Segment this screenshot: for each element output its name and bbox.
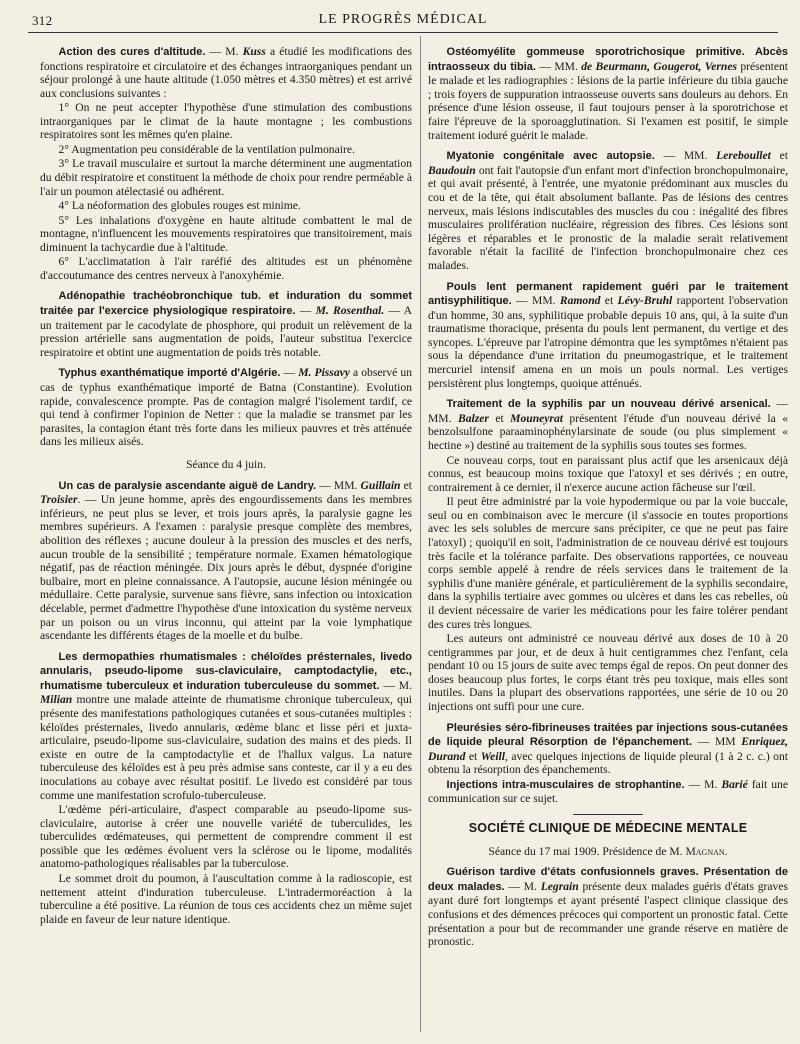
title-separator: — <box>692 735 715 749</box>
article-title: Injections intra-musculaires de strophantine. <box>446 778 685 791</box>
paragraph-text: . — Un jeune homme, après des engourdissements dans les membres inférieurs, ne peut plus se lever, et trois jours après, la paralysie gagne les membres supérieurs. A l'examen : paralysie presque complète des membres, abolition des réflexes ; aucune douleur à la pression des muscles et des nerfs, aucun trouble de la sensibilité ; température normale. Examen hématologique négatif, pas de réaction méningée. Dix jours après le début, dyspnée d'origine bulbaire, mort en pleine connaissance. A l'autopsie, aucune lésion méningée ou médullaire. Cette paralysie, survenue sans fièvre, sans infection ou intoxication décelable, permet d'admettre l'hypothèse d'une intoxication du système nerveux par un poison ou un virus inconnu, qui atteint par la voie lymphatique ascendante les différents étages de la moelle et du bulbe. <box>40 493 412 643</box>
paragraph-text: 4° La néoformation des globules rouges est minime. <box>58 199 301 213</box>
section-rule <box>573 814 643 815</box>
title-separator: — <box>504 879 524 893</box>
society-heading <box>428 822 788 836</box>
left-column <box>40 38 412 1038</box>
title-separator: — <box>205 45 226 58</box>
article-title: Adénopathie trachéobronchique tub. et induration du sommet traitée par l'exercice physiologique respiratoire. <box>40 290 412 318</box>
paragraph-text: 5° Les inhalations d'oxygène en haute altitude combattent le mal de montagne, n'influencent les mouvements respiratoires que transitoirement, mais diminuent la tachycardie due à l'altitude. <box>40 213 412 254</box>
title-separator: — <box>280 366 299 380</box>
article-authors: Lereboullet <box>716 149 771 163</box>
body-paragraph <box>428 632 788 714</box>
paragraph-text: présente deux malades guéris d'états graves ayant duré fort longtemps et ayant présenté l'aspect clinique classique des confusions et des démences précoces qui comportent un pronostic fatal. Cette présentation a pour but de recommander une grande réserve en matière de pronostic. <box>428 879 788 949</box>
paragraph-text: présentent le malade et les radiographies : lésions de la partie inférieure du tibia gauche ; trois foyers de suppuration intraosseuse ouverts sans douleurs au dehors. En présence d'une lésion osseuse, il faut toujours penser à la sporotrichose et faire l'épreuve de la sporoagglutination. Si l'examen est positif, le simple traitement ioduré guérit le malade. <box>428 59 788 142</box>
article-title: Traitement de la syphilis par un nouveau dérivé arsenical. <box>446 398 771 411</box>
article-authors: Kuss <box>242 45 266 58</box>
paragraph-text: Il peut être administré par la voie hypodermique ou par la voie buccale, seul ou en combinaison avec le mercure (il s'associe en toutes proportions avec les sels solubles de mercure sans précipiter, ce que ne peut pas faire l'atoxyl) ; quoiqu'il en soit, l'administration de ce nouveau dérivé est toujours très facile et la tolérance parfaite. Des observations rapportées, ce nouveau corps semble appelé à rendre de réels services dans le traitement de la syphilis d'une manière générale, et particulièrement de la syphilis secondaire, dans la syphilis tertiaire avec gommes ou ulcères et dans les cas rebelles, où il devient nécessaire de varier les médications pour les faire tolérer pendant des cures très longues. <box>428 495 788 631</box>
journal-title: LE PROGRÈS MÉDICAL <box>318 12 488 27</box>
title-separator: — <box>511 294 533 308</box>
title-separator: — <box>654 149 684 163</box>
article-authors: Baudouin <box>428 163 476 177</box>
body-paragraph <box>40 157 412 198</box>
author-prefix: M. <box>225 45 243 58</box>
body-paragraph <box>40 803 412 871</box>
author-prefix: M. <box>398 678 412 692</box>
article-paragraph <box>428 280 788 391</box>
article-paragraph <box>40 366 412 449</box>
paragraph-text: — A un traitement par le cacodylate de phosphore, qui produit un relèvement de la pression artérielle sans augmentation de poids, l'auteur substitua l'exercice respiratoire et obtint une augmentation de poids très notable. <box>40 304 412 359</box>
article-authors: Barié <box>721 777 748 791</box>
article-authors: Legrain <box>540 879 579 893</box>
body-paragraph <box>428 454 788 495</box>
article-authors: M. Rosenthal. <box>315 304 385 318</box>
paragraph-text: 3° Le travail musculaire et surtout la marche déterminent une augmentation du débit respiratoire et constituent la méthode de choix pour rendre perméable à l'air un poumon atélectasié ou adhérent. <box>40 157 412 198</box>
author-prefix: M. <box>523 879 541 893</box>
article-authors: M. Pissavy <box>298 366 350 380</box>
article-paragraph <box>40 479 412 643</box>
right-column <box>428 38 788 1038</box>
body-paragraph <box>40 199 412 213</box>
article-authors: Mouneyrat <box>510 411 563 425</box>
body-paragraph <box>40 214 412 255</box>
paragraph-text: Le sommet droit du poumon, à l'auscultation comme à la radioscopie, est nettement atteint d'induration tuberculeuse. L'intradermoréaction à la tuberculine a été positive. La réunion de tous ces accidents chez un même sujet plaide en faveur de leur nature identique. <box>40 871 412 926</box>
article-title: Pleurésies séro-fibrineuses traitées par injections sous-cutanées de liquide pleural Résorption de l'épanchement. <box>428 721 788 749</box>
author-conjunction: et <box>600 294 618 308</box>
paragraph-text: 2° Augmentation peu considérable de la ventilation pulmonaire. <box>58 142 355 156</box>
body-paragraph <box>40 143 412 157</box>
author-conjunction: et <box>488 411 511 425</box>
author-prefix: MM <box>714 735 742 749</box>
column-divider <box>420 36 421 1032</box>
article-paragraph <box>428 721 788 777</box>
body-paragraph <box>40 872 412 926</box>
page-number: 312 <box>32 13 53 28</box>
article-authors: Enriquez, Durand <box>428 735 788 763</box>
article-authors: Weill <box>480 749 505 763</box>
session-date-text: Séance du 17 mai 1909. Présidence de M. <box>488 844 686 858</box>
title-separator: — <box>379 678 399 692</box>
paragraph-text: a observé un cas de typhus exanthématique importé de Batna (Constantine). Evolution rapide, convalescence prompte. Pas de contagion malgré l'isolement tardif, ce qui tend à confirmer l'opinion de Netter : que la maladie se transmet par les parasites, la contagion étant très forte dans les milieux pauvres et très atténuée dans les milieux aisés. <box>40 366 412 449</box>
article-paragraph <box>428 149 788 272</box>
session-date <box>40 458 412 472</box>
article-title: Typhus exanthématique importé d'Algérie. <box>58 367 281 380</box>
paragraph-text: rapportent l'observation d'un homme, 30 ans, syphilitique probable depuis 10 ans, qui, à la suite d'un traumatisme thoracique, présenta du pouls lent permanent, du vertige et des syncopes. L'épreuve par l'atropine démontra que les symptômes n'étaient pas sous la dépendance d'une irritation du pneumogastrique, et le traitement mercuriel intensif amena en un mois un pouls normal. Les vertiges persistèrent plus longtemps, quoique atténués. <box>428 294 788 390</box>
author-prefix: M. <box>704 777 722 791</box>
article-authors: Guillain <box>360 478 401 492</box>
article-title: Action des cures d'altitude. <box>58 46 206 58</box>
article-authors: Milian <box>40 693 73 707</box>
paragraph-text: Ce nouveau corps, tout en paraissant plus actif que les arsenicaux déjà connus, est beaucoup moins toxique que l'atoxyl et ses dérivés ; en outre, contrairement à ce dernier, il n'exerce aucune action fâcheuse sur l'œil. <box>428 453 788 494</box>
article-paragraph <box>40 650 412 803</box>
title-separator: — <box>535 59 555 73</box>
article-paragraph <box>428 45 788 142</box>
title-separator: — <box>684 777 705 791</box>
session-date-tail: . <box>724 844 728 858</box>
body-paragraph <box>40 255 412 282</box>
author-conjunction: et <box>770 149 788 163</box>
article-authors: de Beurmann, Gougerot, Vernes <box>581 59 737 73</box>
paragraph-text: 6° L'acclimatation à l'air raréfié des altitudes est un phénomène d'accoutumance des centres nerveux à l'anoxyhémie. <box>40 255 412 282</box>
page-header <box>28 8 778 33</box>
author-prefix: MM. <box>333 478 361 492</box>
article-title: Myatonie congénitale avec autopsie. <box>446 150 655 163</box>
article-title: Un cas de paralysie ascendante aiguë de Landry. <box>58 479 317 492</box>
article-paragraph <box>428 397 788 452</box>
paragraph-text: Les auteurs ont administré ce nouveau dérivé aux doses de 10 à 20 centigrammes par jour, et de deux à huit centigrammes chez l'enfant, cela pendant 10 ou 15 jours de suite avec temps égal de repos. On peut donner des doses beaucoup plus fortes, le corps étant très peu toxique, mais elles sont inutiles. Dans la plupart des observations rapportées, une série de 10 ou 20 injections ont suffi pour une cure. <box>428 632 788 713</box>
article-paragraph <box>428 778 788 806</box>
session-date-text: Séance du 4 juin. <box>186 457 266 471</box>
paragraph-text: montre une malade atteinte de rhumatisme chronique tuberculeux, qui présente des manifestations pathologiques cutanées et sous-cutanées multiples : kéloïdes présternales, livedo annularis, œdème blanc et lisse péri et juxta-articulaire, pseudo-lipome sus-claviculaire, sudation des mains et des pieds. Il existe en outre de la camptodactylie et de l'hallux valgus. La nature tuberculeuse des kéloïdes est à peu près admise sans conteste, car il y a eu des inoculations au cobaye avec résultat positif. Le livedo est considéré par tous comme une manifestation scrofulo-tuberculeuse. <box>40 693 412 802</box>
author-prefix: MM. <box>532 294 560 308</box>
article-paragraph <box>428 865 788 949</box>
paragraph-text: a étudié les modifications des fonctions respiratoire et circulatoire et des échanges intraorganiques pendant un séjour prolongé à une haute altitude (1.050 mètres et 4.350 mètres) et est arrivé aux conclusions suivantes : <box>40 45 412 100</box>
author-conjunction: et <box>400 478 412 492</box>
author-prefix: MM. <box>683 149 717 163</box>
paragraph-text: , avec quelques injections de liquide pleural (1 à 2 c. c.) ont obtenu la résorption des épanchements. <box>428 749 788 777</box>
society-heading-text: SOCIÉTÉ CLINIQUE DE MÉDECINE MENTALE <box>468 821 748 836</box>
article-title: Pouls lent permanent rapidement guéri par le traitement antisyphilitique. <box>428 280 788 308</box>
title-separator: — <box>770 397 788 411</box>
article-title: Ostéomyélite gommeuse sporotrichosique primitive. Abcès intraosseux du tibia. <box>428 46 788 73</box>
session-date <box>428 845 788 859</box>
paragraph-text: fait une communication sur ce sujet. <box>428 777 788 806</box>
article-title: Les dermopathies rhumatismales : chéloïdes présternales, livedo annularis, pseudo-lipome sus-claviculaire, camptodactylie, etc., rhumatisme tuberculeux et induration tuberculeuse du sommet. <box>40 650 412 692</box>
article-paragraph <box>40 289 412 359</box>
paragraph-text: L'œdème péri-articulaire, d'aspect comparable au pseudo-lipome sus-claviculaire, autorise à créer une nouvelle variété de tuberculides, les tuberculides œdémateuses, qui permettent de comprendre comment il est possible que les œdèmes évoluent vers la sclérose ou le lipome, modalités anatomo-pathologiques réalisables par la tuberculose. <box>40 803 412 871</box>
author-prefix: MM. <box>428 411 458 425</box>
paragraph-text: ont fait l'autopsie d'un enfant mort d'infection bronchopulmonaire, et qui avait présenté, à l'entrée, une myatonie prédominant aux muscles du cou et de la tête, qui était absolument ballante. Pas de lésions des centres nerveux, mais lésions indiscutables des muscles du cou : inégalité des fibres musculaires prolifération nucléaire, régression des fibres. Ces lésions sont légères et réparables et le pronostic de la maladie serait relativement favorable n'était la facilité de l'infection bronchopulmonaire chez ces malades. <box>428 163 788 272</box>
author-conjunction: et <box>465 749 481 763</box>
article-paragraph <box>40 45 412 100</box>
article-authors: Troisier <box>40 493 78 507</box>
author-prefix: MM. <box>554 59 582 73</box>
article-authors: Balzer <box>457 411 489 425</box>
paragraph-text: présentent l'étude d'un nouveau dérivé la « benzolsulfone paraaminophénylarsinate de soude (ou plus simplement « hectine ») destiné au traitement de la syphilis sous toutes ses formes. <box>428 411 788 453</box>
title-separator: — <box>295 304 316 318</box>
article-title: Guérison tardive d'états confusionnels graves. Présentation de deux malades. <box>428 866 788 893</box>
body-paragraph <box>40 101 412 142</box>
president-name: Magnan <box>685 844 725 858</box>
article-authors: Lévy-Bruhl <box>617 294 673 308</box>
body-paragraph <box>428 495 788 631</box>
paragraph-text: 1° On ne peut accepter l'hypothèse d'une stimulation des combustions intraorganiques par le climat de la haute montagne ; les combustions respiratoires sont les mêmes qu'en plaine. <box>40 101 412 142</box>
title-separator: — <box>316 478 334 492</box>
article-authors: Ramond <box>559 294 601 308</box>
